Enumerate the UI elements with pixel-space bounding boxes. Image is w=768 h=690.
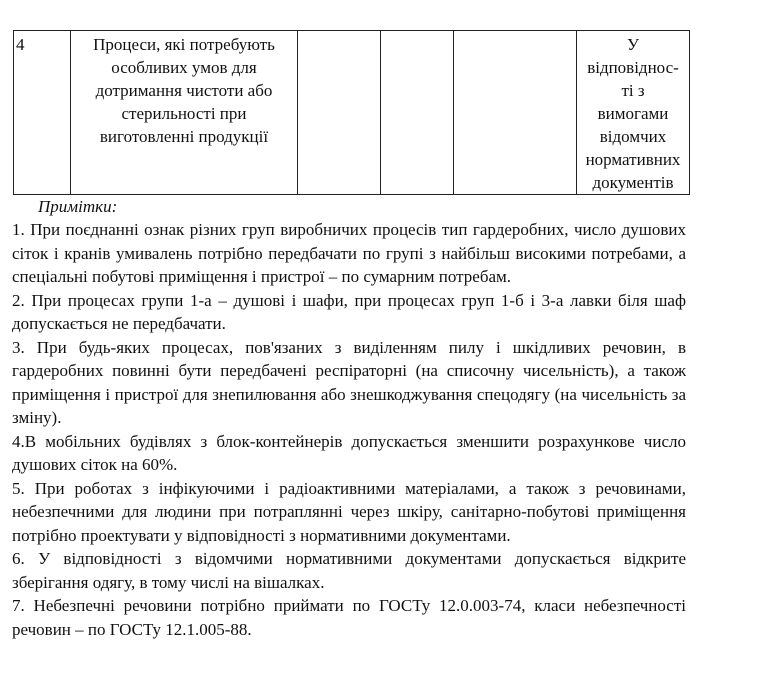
note-item-6: 6. У відповідності з відомчими нормативними документами допускається відкрите зберігання одягу, в тому числі на вішалках.: [12, 549, 686, 592]
empty-cell-1: [298, 31, 381, 195]
process-description-cell: Процеси, які потребують особливих умов для дотримання чистоти або стерильності при виготовленні продукції: [71, 31, 298, 195]
notes-heading: Примітки:: [38, 197, 118, 216]
note-item-3: 3. При будь-яких процесах, пов'язаних з виділенням пилу і шкідливих речовин, в гардеробних повинні бути передбачені респіраторні (на списочну чисельність), а також приміщення і пристрої для знепилювання або знешкоджування спецодягу (на чисельність за зміну).: [12, 337, 686, 427]
empty-cell-2: [381, 31, 454, 195]
note-item-2: 2. При процесах групи 1-а – душові і шафи, при процесах груп 1-б і 3-а лавки біля шаф допускається не передбачати.: [12, 290, 686, 333]
notes-list: [12, 218, 686, 641]
note-item-7: 7. Небезпечні речовини потрібно приймати по ГОСТу 12.0.003-74, класи небезпечності речовин – по ГОСТу 12.1.005-88.: [12, 596, 686, 639]
row-number-cell: 4: [14, 31, 71, 195]
note-item-1: 1. При поєднанні ознак різних груп виробничих процесів тип гардеробних, число душових сіток і кранів умивалень потрібно передбачати по групі з найбільш високими потребами, а спеціальні побутові приміщення і пристрої – по сумарним потребам.: [12, 220, 686, 286]
requirements-note-cell: У відповіднос- ті з вимогами відомчих нормативних документів: [577, 31, 690, 195]
requirements-table: [13, 30, 690, 195]
empty-cell-3: [454, 31, 577, 195]
table-row: [14, 31, 690, 195]
note-item-5: 5. При роботах з інфікуючими і радіоактивними матеріалами, а також з речовинами, небезпечними для людини при потраплянні через шкіру, санітарно-побутові приміщення потрібно проектувати у відповідності з нормативними документами.: [12, 478, 686, 545]
note-item-4: 4.В мобільних будівлях з блок-контейнерів допускається зменшити розрахункове число душових сіток на 60%.: [12, 431, 686, 474]
